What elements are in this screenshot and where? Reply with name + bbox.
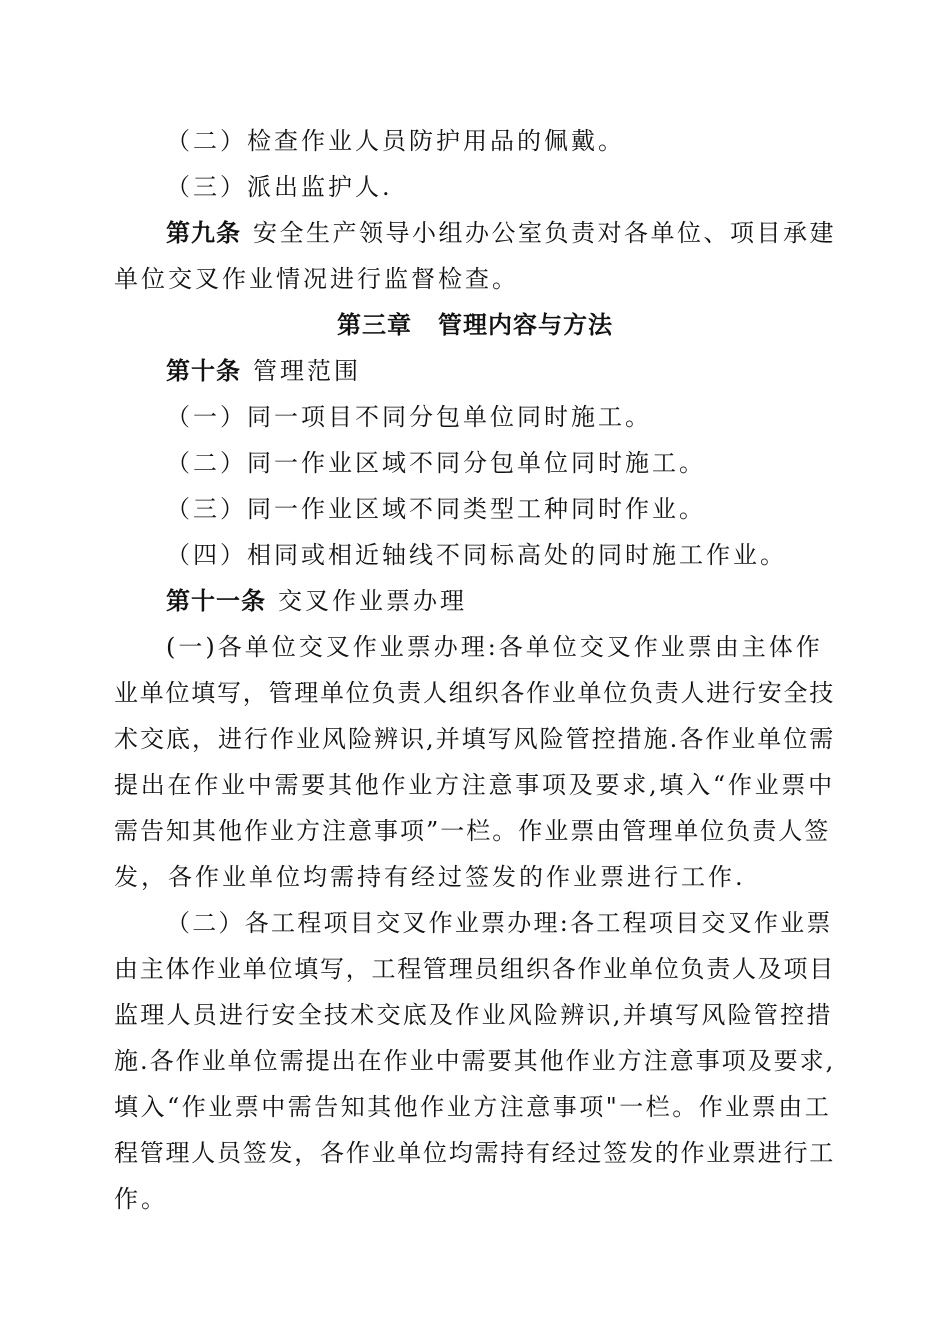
chapter-title: 管理内容与方法	[438, 311, 613, 339]
article-9-label: 第九条	[166, 218, 241, 247]
paragraph-line: （二）各工程项目交叉作业票办理:各工程项目交叉作业票	[166, 909, 833, 937]
article-11-label: 第十一条	[166, 586, 266, 615]
chapter-heading	[114, 302, 836, 348]
list-item: （二）同一作业区域不同分包单位同时施工。	[166, 449, 706, 477]
chapter-label: 第三章	[337, 311, 412, 339]
list-item: （二）检查作业人员防护用品的佩戴。	[166, 127, 625, 155]
paragraph-line: 业单位填写，管理单位负责人组织各作业单位负责人进行安全技	[114, 679, 835, 707]
paragraph-line: 发，各作业单位均需持有经过签发的作业票进行工作.	[114, 863, 746, 891]
list-item: （四）相同或相近轴线不同标高处的同时施工作业。	[166, 541, 787, 569]
article-9-continuation: 单位交叉作业情况进行监督检查。	[114, 265, 519, 293]
paragraph-line: (一)各单位交叉作业票办理:各单位交叉作业票由主体作	[166, 633, 823, 661]
article-11-paragraph-2	[114, 900, 836, 1222]
paragraph-line: 程管理人员签发，各作业单位均需持有经过签发的作业票进行工	[114, 1139, 835, 1167]
article-10-text: 管理范围	[253, 357, 361, 385]
list-item: （一）同一项目不同分包单位同时施工。	[166, 403, 652, 431]
paragraph-line: 由主体作业单位填写，工程管理员组织各作业单位负责人及项目	[114, 955, 835, 983]
article-11-text: 交叉作业票办理	[278, 587, 467, 615]
paragraph-line: 填入“作业票中需告知其他作业方注意事项"一栏。作业票由工	[114, 1093, 832, 1121]
paragraph-line: 需告知其他作业方注意事项”一栏。作业票由管理单位负责人签	[114, 817, 831, 845]
list-item: （三）同一作业区域不同类型工种同时作业。	[166, 495, 706, 523]
paragraph-line: 监理人员进行安全技术交底及作业风险辨识,并填写风险管控措	[114, 1001, 833, 1029]
article-9	[114, 210, 836, 256]
article-11	[114, 578, 836, 624]
article-9-text: 安全生产领导小组办公室负责对各单位、项目承建	[253, 219, 836, 247]
paragraph-line: 施.各作业单位需提出在作业中需要其他作业方注意事项及要求,	[114, 1047, 836, 1075]
document-page	[114, 118, 836, 1222]
list-item: （三）派出监护人.	[166, 173, 393, 201]
article-10	[114, 348, 836, 394]
article-10-label: 第十条	[166, 356, 241, 385]
article-11-paragraph-1	[114, 624, 836, 900]
paragraph-line: 术交底，进行作业风险辨识,并填写风险管控措施.各作业单位需	[114, 725, 836, 753]
paragraph-line: 作。	[114, 1185, 168, 1213]
paragraph-line: 提出在作业中需要其他作业方注意事项及要求,填入“作业票中	[114, 771, 835, 799]
